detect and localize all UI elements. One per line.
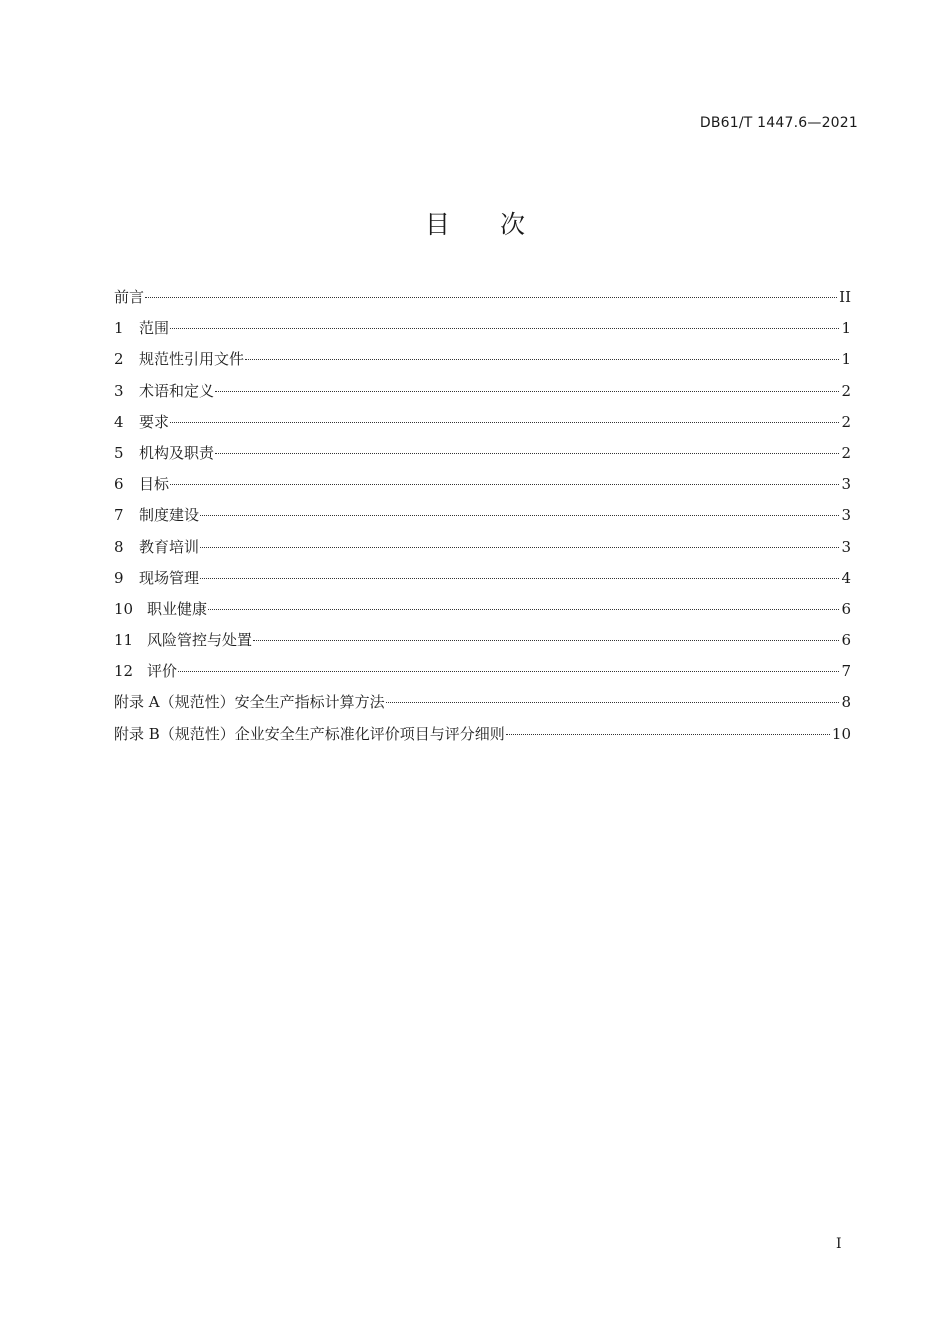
toc-entry-label: 制度建设 <box>139 506 200 525</box>
toc-entry-label: 要求 <box>139 412 170 431</box>
dot-leader <box>200 547 839 548</box>
toc-entry-page: 1 <box>841 350 851 369</box>
toc-entry-page: II <box>839 288 851 306</box>
toc-entry-label: 规范性引用文件 <box>139 350 245 369</box>
dot-leader <box>170 484 839 485</box>
toc-entry-appendix-a[interactable] <box>114 687 851 718</box>
dot-leader <box>215 453 839 454</box>
toc-entry-2[interactable] <box>114 344 851 375</box>
title-char-1: 目 <box>424 210 450 239</box>
dot-leader <box>386 702 840 703</box>
dot-leader <box>170 328 839 329</box>
toc-entry-label: 术语和定义 <box>139 381 215 400</box>
dot-leader <box>200 515 839 516</box>
dot-leader <box>145 297 837 298</box>
dot-leader <box>208 609 839 610</box>
toc-entry-number: 4 <box>114 412 124 431</box>
toc-entry-number: 8 <box>114 537 124 556</box>
dot-leader <box>215 391 839 392</box>
toc-entry-page: 2 <box>841 443 851 462</box>
toc-entry-label: 职业健康 <box>147 599 208 618</box>
page-number: I <box>836 1236 842 1252</box>
toc-entry-9[interactable] <box>114 563 851 594</box>
document-code: DB61/T 1447.6—2021 <box>699 115 858 131</box>
toc-entry-number: 9 <box>114 568 124 587</box>
toc-entry-3[interactable] <box>114 376 851 407</box>
toc-entry-number: 3 <box>114 381 124 400</box>
toc-entry-page: 2 <box>841 381 851 400</box>
toc-entry-page: 7 <box>841 662 851 681</box>
toc-entry-page: 6 <box>841 599 851 618</box>
toc-entry-8[interactable] <box>114 532 851 563</box>
toc-entry-number: 11 <box>114 631 134 650</box>
toc-entry-7[interactable] <box>114 500 851 531</box>
toc-entry-label: 教育培训 <box>139 537 200 556</box>
toc-entry-page: 1 <box>841 319 851 338</box>
dot-leader <box>506 734 830 735</box>
toc-entry-number: 7 <box>114 506 124 525</box>
toc-entry-label: 范围 <box>139 319 170 338</box>
toc-entry-page: 10 <box>831 724 851 743</box>
toc-entry-foreword[interactable] <box>114 282 851 313</box>
toc-entry-12[interactable] <box>114 656 851 687</box>
toc-entry-10[interactable] <box>114 594 851 625</box>
toc-entry-number: 6 <box>114 475 124 494</box>
toc-entry-4[interactable] <box>114 407 851 438</box>
toc-entry-label: 机构及职责 <box>139 443 215 462</box>
toc-entry-number: 10 <box>114 599 134 618</box>
title-char-2: 次 <box>500 210 526 239</box>
toc-entry-page: 2 <box>841 412 851 431</box>
toc-entry-number: 1 <box>114 319 124 338</box>
toc-entry-label: 现场管理 <box>139 568 200 587</box>
toc-entry-label: 风险管控与处置 <box>147 631 253 650</box>
toc-entry-label: 附录 A（规范性）安全生产指标计算方法 <box>114 693 385 712</box>
toc-entry-6[interactable] <box>114 469 851 500</box>
table-of-contents <box>114 282 851 750</box>
toc-entry-number: 5 <box>114 443 124 462</box>
toc-entry-1[interactable] <box>114 313 851 344</box>
dot-leader <box>253 640 839 641</box>
toc-entry-page: 3 <box>841 537 851 556</box>
toc-entry-label: 目标 <box>139 475 170 494</box>
toc-entry-5[interactable] <box>114 438 851 469</box>
toc-entry-number: 2 <box>114 350 124 369</box>
toc-entry-page: 3 <box>841 475 851 494</box>
toc-entry-page: 3 <box>841 506 851 525</box>
toc-entry-label: 附录 B（规范性）企业安全生产标准化评价项目与评分细则 <box>114 724 505 743</box>
toc-entry-appendix-b[interactable] <box>114 719 851 750</box>
dot-leader <box>200 578 839 579</box>
toc-entry-label: 前言 <box>114 288 145 306</box>
toc-entry-page: 8 <box>841 693 851 712</box>
toc-entry-page: 6 <box>841 631 851 650</box>
dot-leader <box>178 671 839 672</box>
toc-entry-number: 12 <box>114 662 134 681</box>
toc-entry-label: 评价 <box>147 662 178 681</box>
dot-leader <box>170 422 839 423</box>
dot-leader <box>245 359 839 360</box>
toc-entry-page: 4 <box>841 568 851 587</box>
toc-entry-11[interactable] <box>114 625 851 656</box>
page-title <box>0 205 950 241</box>
